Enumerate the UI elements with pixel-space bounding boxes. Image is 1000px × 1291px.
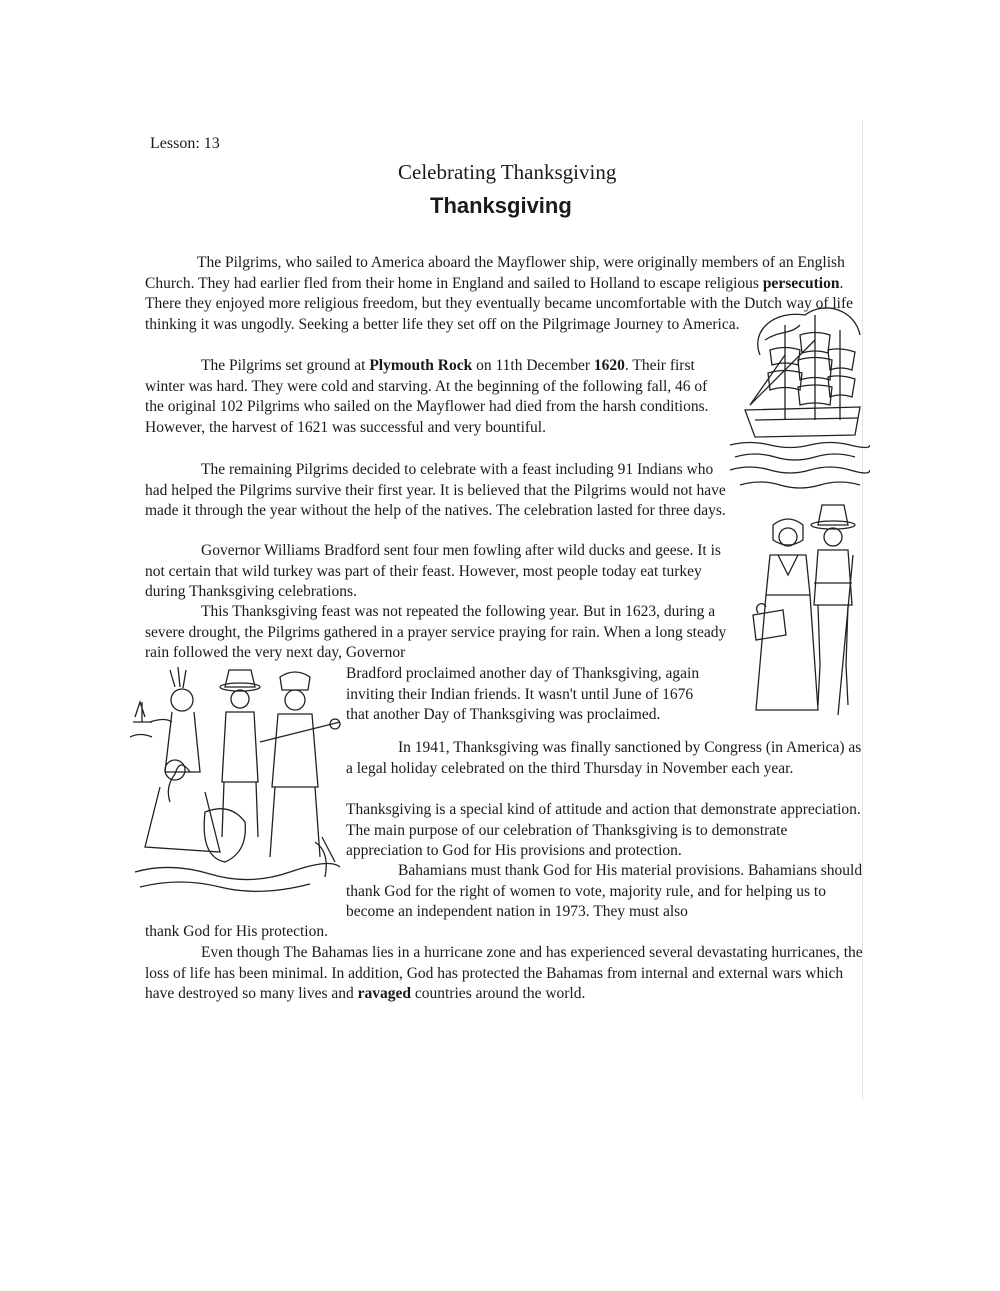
paragraph-7: Thanksgiving is a special kind of attitude and action that demonstrate appreciation. The main purpose of our celebration of Thanksgiving is to demonstrate appreciation to God for His provisions and protection. bbox=[346, 801, 861, 859]
paragraph-8: Bahamians must thank God for His material provisions. Bahamians should thank God for the right of women to vote, majority rule, and for helping us to become an independent nation in 1973. They must also bbox=[346, 862, 863, 920]
paragraph-6: In 1941, Thanksgiving was finally sanctioned by Congress (in America) as a legal holiday celebrated on the third Thursday in November each year. bbox=[346, 739, 862, 777]
paragraph-5-continued: Bradford proclaimed another day of Thanksgiving, again inviting their Indian friends. It wasn't until June of 1676 that another Day of Thanksgiving was proclaimed. bbox=[346, 665, 700, 723]
mayflower-ship-illustration bbox=[730, 295, 870, 495]
paragraph-3: The remaining Pilgrims decided to celebrate with a feast including 91 Indians who had helped the Pilgrims survive their first year. It is believed that the Pilgrims would not have made it through the year without the help of the natives. The celebration lasted for three days. bbox=[145, 461, 726, 519]
page-title: Celebrating Thanksgiving bbox=[398, 160, 617, 184]
paragraph-2: The Pilgrims set ground at Plymouth Rock on 11th December 1620. Their first winter was hard. They were cold and starving. At the beginning of the following fall, 46 of the original 102 Pilgrims who sailed on the Mayflower had died from the harsh conditions. However, the harvest of 1621 was successful and very bountiful. bbox=[145, 357, 709, 436]
page-subtitle: Thanksgiving bbox=[430, 193, 572, 218]
paragraph-1: The Pilgrims, who sailed to America aboard the Mayflower ship, were originally members of an English Church. They had earlier fled from their home in England and sailed to Holland to escape religious persecution. There they enjoyed more religious freedom, but they eventually became uncomfortable with the Dutch way of life thinking it was ungodly. Seeking a better life they set off on the Pilgrimage Journey to America. bbox=[145, 254, 854, 333]
lesson-number: Lesson: 13 bbox=[150, 135, 220, 152]
paragraph-5: This Thanksgiving feast was not repeated the following year. But in 1623, during a severe drought, the Pilgrims gathered in a prayer service praying for rain. When a long steady rain followed the very next day, Governor bbox=[145, 603, 727, 661]
paragraph-9: Even though The Bahamas lies in a hurricane zone and has experienced several devastating hurricanes, the loss of life has been minimal. In addition, God has protected the Bahamas from internal and external wars which have destroyed so many lives and ravaged countries around the world. bbox=[145, 944, 863, 1002]
pilgrims-and-natives-illustration bbox=[130, 662, 345, 907]
pilgrim-couple-illustration bbox=[748, 495, 868, 725]
paragraph-8-continued: thank God for His protection. bbox=[145, 923, 328, 940]
paragraph-4: Governor Williams Bradford sent four men fowling after wild ducks and geese. It is not certain that wild turkey was part of their feast. However, most people today eat turkey during Thanksgiving celebrations. bbox=[145, 542, 721, 600]
